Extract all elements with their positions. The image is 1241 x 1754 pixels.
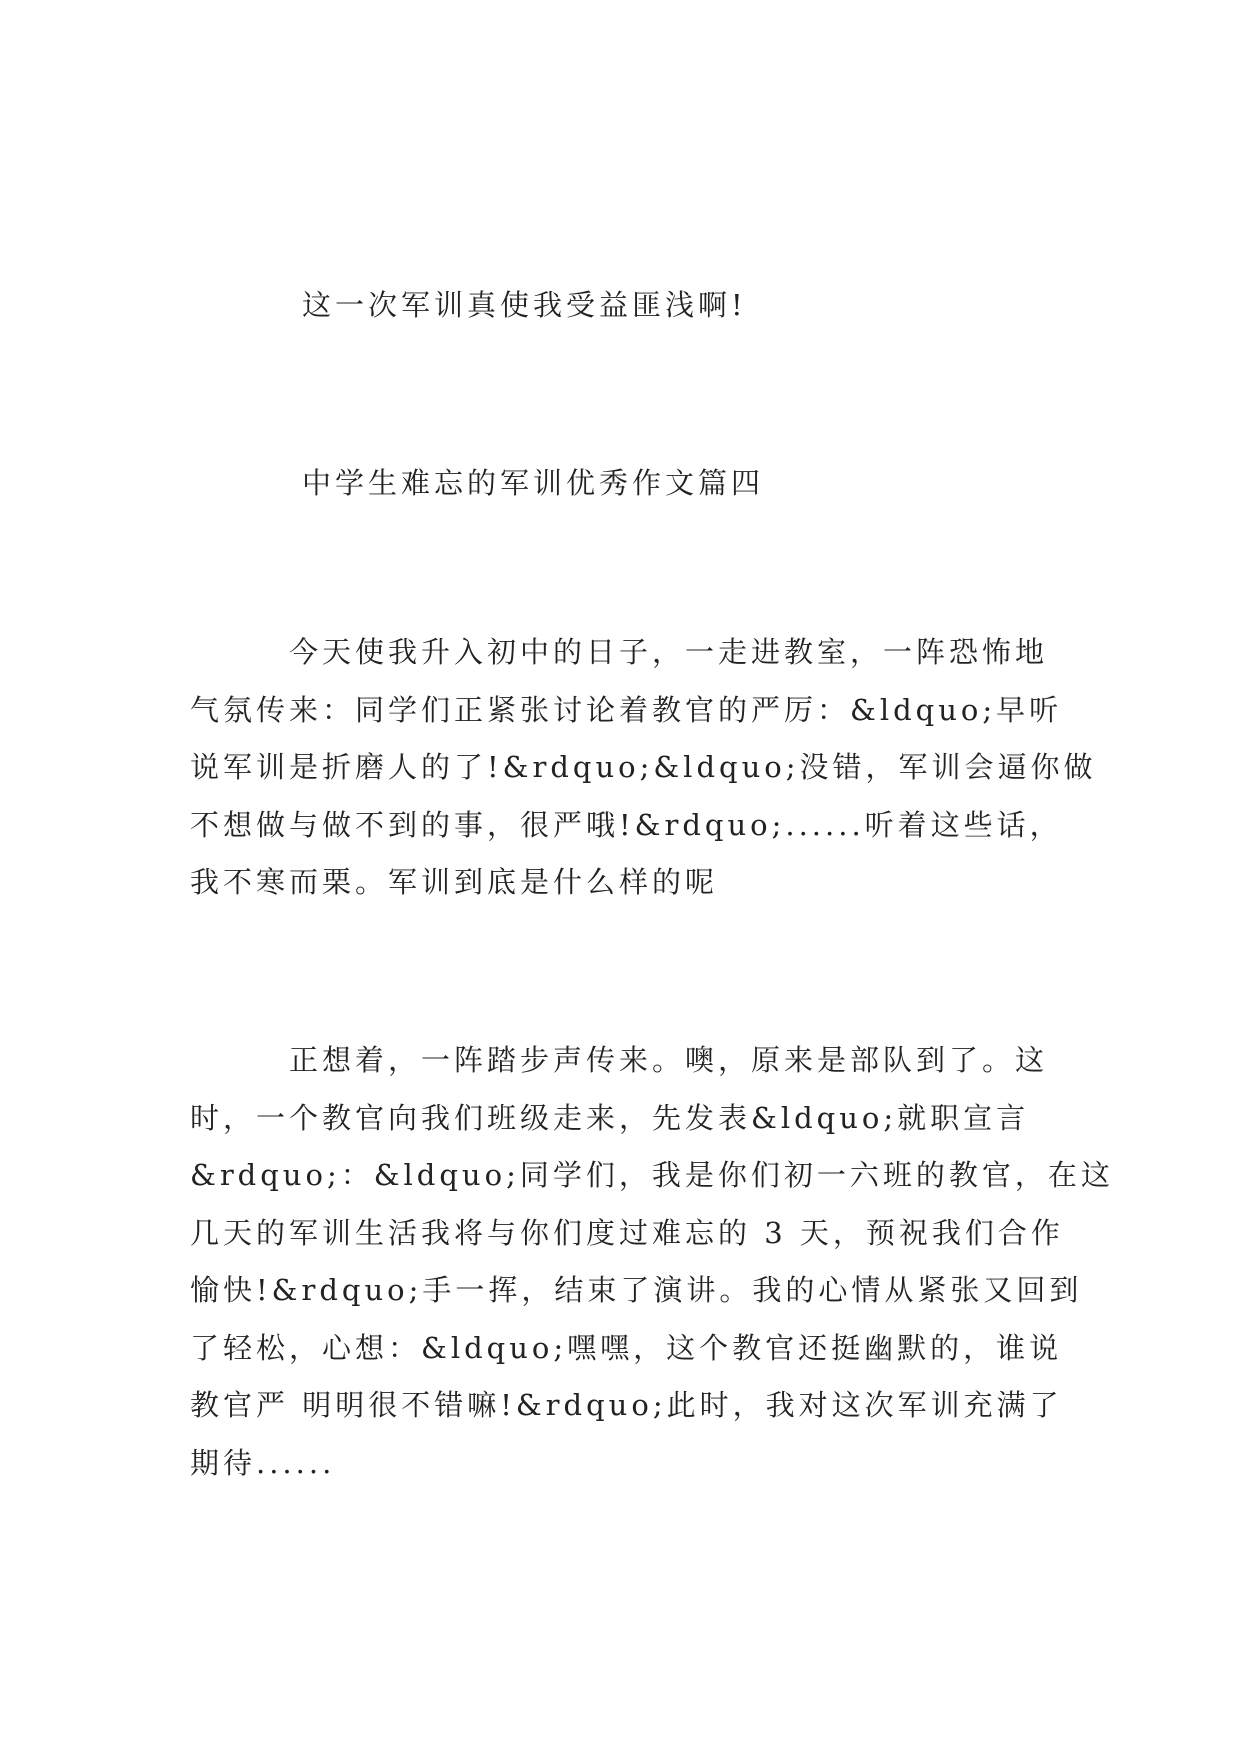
paragraph-closing-sentence [302, 277, 747, 335]
text-line: 时，一个教官向我们班级走来，先发表&ldquo;就职宣言 [190, 1100, 1030, 1135]
text-line: 正想着，一阵踏步声传来。噢，原来是部队到了。这 [190, 1043, 1049, 1077]
text-line: 这一次军训真使我受益匪浅啊! [302, 288, 747, 322]
section-heading [302, 455, 764, 513]
text-line: 气氛传来：同学们正紧张讨论着教官的严厉：&ldquo;早听 [190, 692, 1063, 727]
text-line: 中学生难忘的军训优秀作文篇四 [302, 466, 765, 500]
text-line: 不想做与做不到的事，很严哦!&rdquo;......听着这些话， [190, 807, 1063, 842]
text-line: 了轻松，心想：&ldquo;嘿嘿，这个教官还挺幽默的，谁说 [190, 1330, 1063, 1365]
paragraph-instructor-arrival [190, 1032, 1114, 1492]
text-line: 愉快!&rdquo;手一挥，结束了演讲。我的心情从紧张又回到 [190, 1273, 1083, 1307]
text-line: 我不寒而栗。军训到底是什么样的呢 [190, 865, 719, 899]
text-line: 今天使我升入初中的日子，一走进教室，一阵恐怖地 [190, 635, 1049, 669]
text-line: 教官严 明明很不错嘛!&rdquo;此时，我对这次军训充满了 [190, 1388, 1063, 1422]
text-line: 说军训是折磨人的了!&rdquo;&ldquo;没错，军训会逼你做 [190, 750, 1097, 784]
text-line: 几天的军训生活我将与你们度过难忘的 3 天，预祝我们合作 [190, 1215, 1064, 1250]
paragraph-first-day [190, 624, 1097, 912]
text-line: &rdquo;：&ldquo;同学们，我是你们初一六班的教官，在这 [190, 1158, 1114, 1192]
text-line: 期待...... [190, 1445, 336, 1480]
